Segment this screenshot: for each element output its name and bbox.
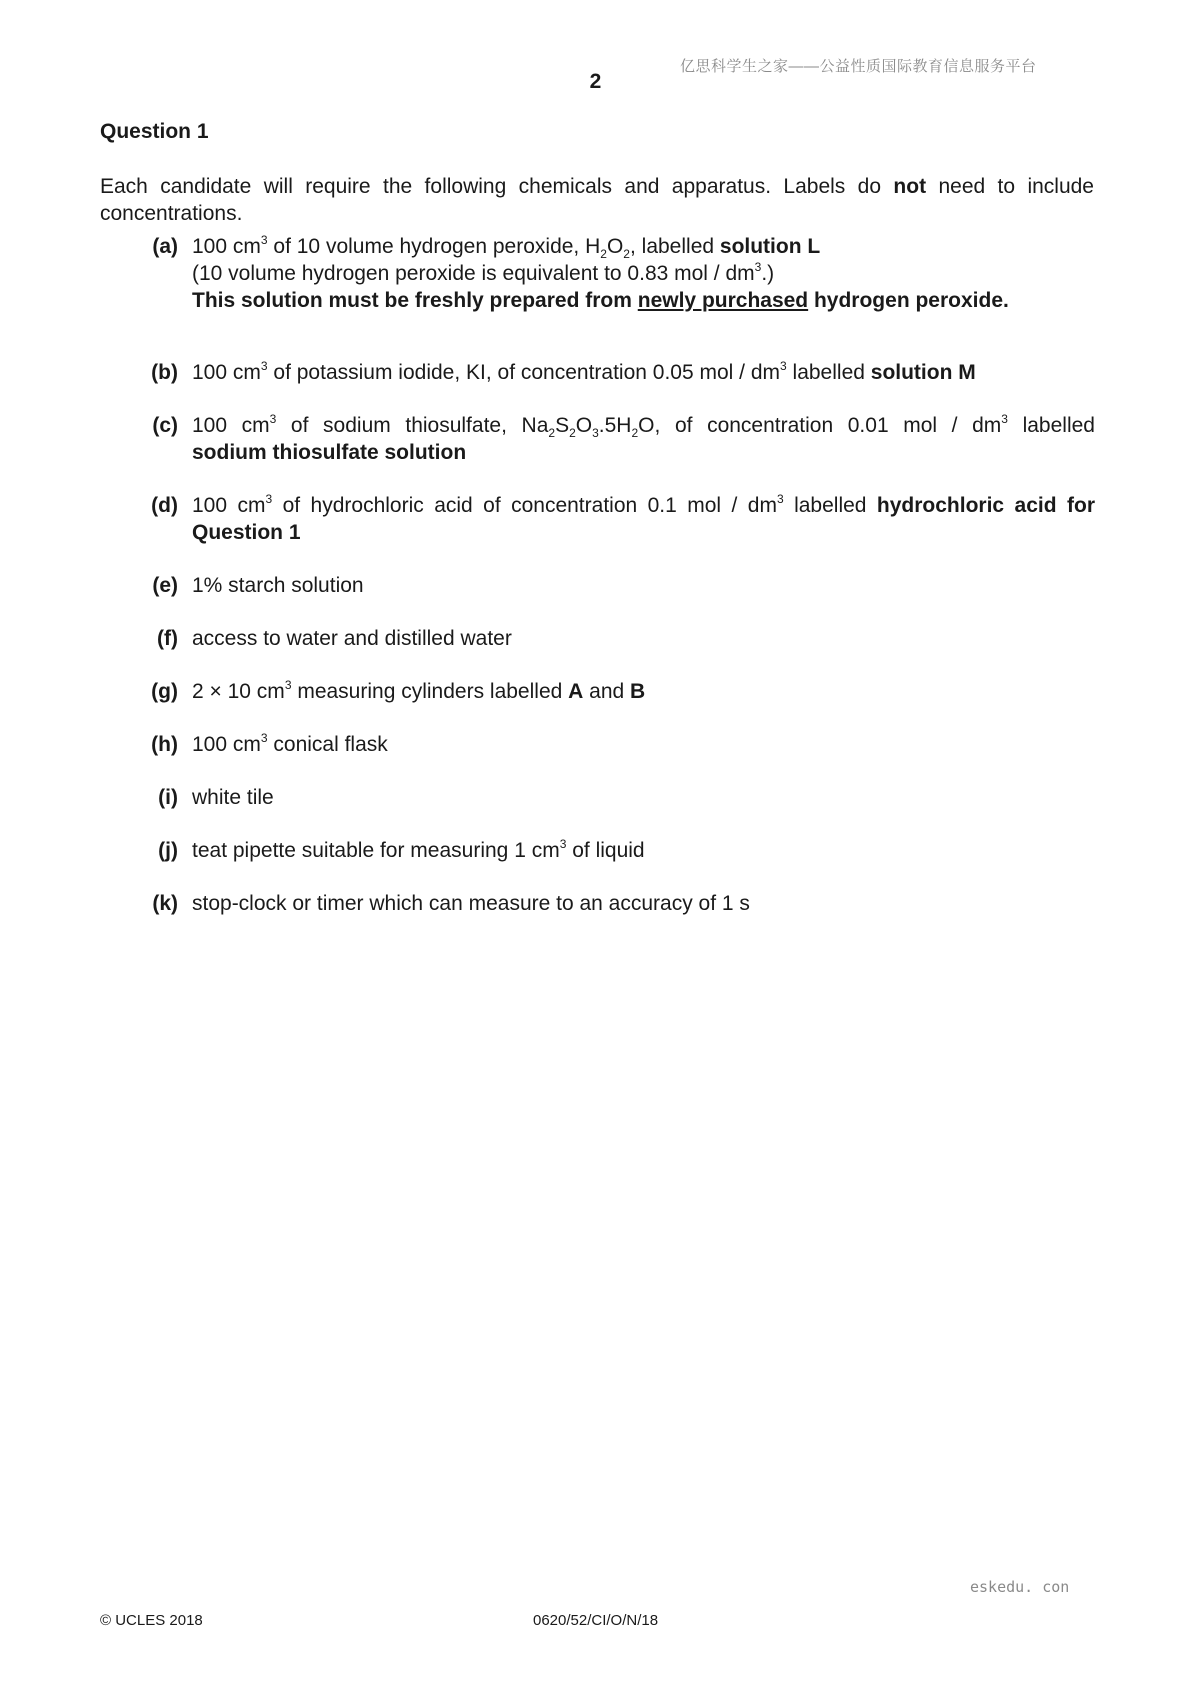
item-label: (h) xyxy=(151,733,178,756)
item-label: (f) xyxy=(157,627,178,650)
item-label: (b) xyxy=(151,361,178,384)
item-text: 1% starch solution xyxy=(192,574,364,597)
page-number: 2 xyxy=(589,70,602,93)
item-text: 100 $cm^3$ of potassium iodide, KI, of concentration 0.05 mol / $dm^3$ labelled solution M xyxy=(192,359,976,384)
item-label: (d) xyxy=(151,494,178,517)
item-label: (g) xyxy=(151,680,178,703)
item-label: (a) xyxy=(152,235,178,258)
item-text: white tile xyxy=(192,786,274,809)
item-text: 100 $cm^3$ of hydrochloric acid of concentration 0.1 mol / $dm^3$ labelled hydrochloric acid for Question 1 xyxy=(192,492,1095,544)
question-intro: Each candidate will require the following chemicals and apparatus. Labels do not need to include concentrations. xyxy=(100,175,1094,225)
item-label: (i) xyxy=(158,786,178,809)
item-label: (c) xyxy=(152,414,178,437)
question-title: Question 1 xyxy=(100,120,209,143)
item-label: (e) xyxy=(152,574,178,597)
item-text: 2 × 10 $cm^3$ measuring cylinders labelled A and B xyxy=(192,678,646,703)
footer-paper-code: 0620/52/CI/O/N/18 xyxy=(533,1612,659,1629)
item-text: stop-clock or timer which can measure to an accuracy of 1 s xyxy=(192,892,750,915)
item-label: (j) xyxy=(158,839,178,862)
header-watermark: 亿思科学生之家——公益性质国际教育信息服务平台 xyxy=(680,58,1037,75)
item-text: 100 $cm^3$ conical flask xyxy=(192,731,388,756)
footer-copyright: © UCLES 2018 xyxy=(100,1612,203,1629)
item-text: 100 $cm^3$ of sodium thiosulfate, $Na_2S_2O_3.5H_2O$, of concentration 0.01 mol / $dm^3$ labelled sodium thiosulfate solution xyxy=(192,412,1095,464)
item-label: (k) xyxy=(152,892,178,915)
item-text: 100 $cm^3$ of 10 volume hydrogen peroxide, $H_2O_2$, labelled solution L (10 volume hydrogen peroxide is equivalent to 0.83 mol / $dm^3$.) This solution must be freshly prepared from newly purchased hydrogen peroxide. xyxy=(192,233,1009,312)
item-text: access to water and distilled water xyxy=(192,627,512,650)
item-text: teat pipette suitable for measuring 1 $cm^3$ of liquid xyxy=(192,837,645,862)
footer-watermark: eskedu. con xyxy=(970,1578,1070,1596)
